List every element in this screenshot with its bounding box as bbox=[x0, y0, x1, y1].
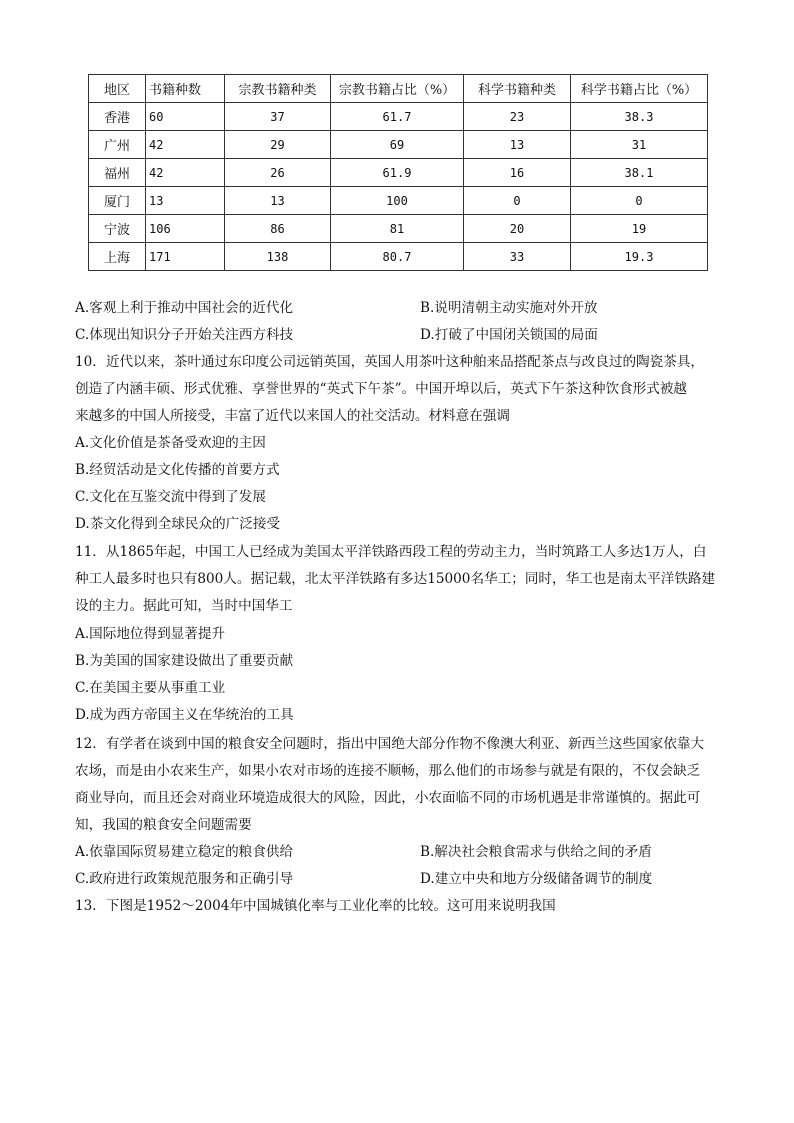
cell-religious-count: 26 bbox=[225, 159, 331, 187]
cell-religious-ratio: 80.7 bbox=[331, 243, 464, 271]
q12-option-b[interactable]: B.解决社会粮食需求与供给之间的矛盾 bbox=[420, 844, 652, 860]
cell-science-ratio: 38.1 bbox=[571, 159, 708, 187]
table-row bbox=[89, 131, 708, 159]
cell-science-ratio: 19 bbox=[571, 215, 708, 243]
cell-science-count: 23 bbox=[464, 103, 571, 131]
cell-science-ratio: 31 bbox=[571, 131, 708, 159]
table-row bbox=[89, 243, 708, 271]
q11-stem-line: 11．从1865年起，中国工人已经成为美国太平洋铁路西段工程的劳动主力，当时筑路工人多达1万人，白 bbox=[75, 544, 707, 560]
header-science-ratio: 科学书籍占比（%） bbox=[571, 75, 708, 103]
cell-book-count: 13 bbox=[146, 187, 225, 215]
cell-science-count: 20 bbox=[464, 215, 571, 243]
cell-region: 香港 bbox=[89, 103, 146, 131]
cell-science-count: 33 bbox=[464, 243, 571, 271]
cell-book-count: 106 bbox=[146, 215, 225, 243]
q12-stem-line: 知，我国的粮食安全问题需要 bbox=[75, 817, 252, 833]
cell-religious-ratio: 61.9 bbox=[331, 159, 464, 187]
cell-book-count: 171 bbox=[146, 243, 225, 271]
cell-science-count: 0 bbox=[464, 187, 571, 215]
q10-option-c[interactable]: C.文化在互鉴交流中得到了发展 bbox=[75, 489, 266, 505]
table-row bbox=[89, 215, 708, 243]
q10-option-d[interactable]: D.茶文化得到全球民众的广泛接受 bbox=[75, 516, 281, 532]
table-row bbox=[89, 187, 708, 215]
book-statistics-table bbox=[88, 74, 708, 271]
q12-stem-line: 商业导向，而且还会对商业环境造成很大的风险，因此，小农面临不同的市场机遇是非常谨慎的。据此可 bbox=[75, 790, 701, 806]
cell-region: 宁波 bbox=[89, 215, 146, 243]
q12-stem-line: 农场，而是由小农来生产，如果小农对市场的连接不顺畅，那么他们的市场参与就是有限的，不仅会缺乏 bbox=[75, 763, 701, 779]
header-book-count: 书籍种数 bbox=[146, 75, 225, 103]
q12-stem-line: 12．有学者在谈到中国的粮食安全问题时，指出中国绝大部分作物不像澳大利亚、新西兰这些国家依靠大 bbox=[75, 736, 705, 752]
cell-science-ratio: 0 bbox=[571, 187, 708, 215]
q10-option-b[interactable]: B.经贸活动是文化传播的首要方式 bbox=[75, 462, 280, 478]
q9-option-a[interactable]: A.客观上利于推动中国社会的近代化 bbox=[75, 300, 294, 316]
table-row bbox=[89, 103, 708, 131]
cell-religious-count: 86 bbox=[225, 215, 331, 243]
q10-option-a[interactable]: A.文化价值是茶备受欢迎的主因 bbox=[75, 435, 266, 451]
header-religious-count: 宗教书籍种类 bbox=[225, 75, 331, 103]
q12-option-a[interactable]: A.依靠国际贸易建立稳定的粮食供给 bbox=[75, 844, 294, 860]
q11-option-a[interactable]: A.国际地位得到显著提升 bbox=[75, 626, 226, 642]
cell-science-count: 16 bbox=[464, 159, 571, 187]
q10-stem-line: 10．近代以来，茶叶通过东印度公司远销英国，英国人用茶叶这种舶来品搭配茶点与改良过的陶瓷茶具， bbox=[75, 354, 705, 370]
cell-region: 广州 bbox=[89, 131, 146, 159]
cell-religious-count: 138 bbox=[225, 243, 331, 271]
q11-option-c[interactable]: C.在美国主要从事重工业 bbox=[75, 680, 226, 696]
q11-stem-line: 种工人最多时也只有800人。据记载，北太平洋铁路有多达15000名华工；同时，华工也是南太平洋铁路建 bbox=[75, 571, 716, 587]
cell-book-count: 42 bbox=[146, 131, 225, 159]
cell-region: 福州 bbox=[89, 159, 146, 187]
cell-region: 厦门 bbox=[89, 187, 146, 215]
q11-option-d[interactable]: D.成为西方帝国主义在华统治的工具 bbox=[75, 707, 294, 723]
q12-option-d[interactable]: D.建立中央和地方分级储备调节的制度 bbox=[420, 871, 653, 887]
cell-religious-ratio: 69 bbox=[331, 131, 464, 159]
cell-religious-count: 37 bbox=[225, 103, 331, 131]
cell-science-count: 13 bbox=[464, 131, 571, 159]
q10-stem-line: 来越多的中国人所接受，丰富了近代以来国人的社交活动。材料意在强调 bbox=[75, 408, 510, 424]
table-header-row bbox=[89, 75, 708, 103]
header-religious-ratio: 宗教书籍占比（%） bbox=[331, 75, 464, 103]
cell-book-count: 60 bbox=[146, 103, 225, 131]
cell-science-ratio: 19.3 bbox=[571, 243, 708, 271]
q13-stem-line: 13．下图是1952～2004年中国城镇化率与工业化率的比较。这可用来说明我国 bbox=[75, 898, 556, 914]
q9-option-c[interactable]: C.体现出知识分子开始关注西方科技 bbox=[75, 327, 294, 343]
cell-region: 上海 bbox=[89, 243, 146, 271]
cell-science-ratio: 38.3 bbox=[571, 103, 708, 131]
q12-option-c[interactable]: C.政府进行政策规范服务和正确引导 bbox=[75, 871, 294, 887]
header-region: 地区 bbox=[89, 75, 146, 103]
cell-religious-ratio: 100 bbox=[331, 187, 464, 215]
header-science-count: 科学书籍种类 bbox=[464, 75, 571, 103]
q10-stem-line: 创造了内涵丰硕、形式优雅、享誉世界的“英式下午茶”。中国开埠以后，英式下午茶这种饮食形式被越 bbox=[75, 381, 688, 397]
cell-religious-count: 13 bbox=[225, 187, 331, 215]
q11-stem-line: 设的主力。据此可知，当时中国华工 bbox=[75, 598, 293, 614]
cell-religious-ratio: 61.7 bbox=[331, 103, 464, 131]
cell-religious-ratio: 81 bbox=[331, 215, 464, 243]
q9-option-d[interactable]: D.打破了中国闭关锁国的局面 bbox=[420, 327, 598, 343]
cell-religious-count: 29 bbox=[225, 131, 331, 159]
table-row bbox=[89, 159, 708, 187]
q11-option-b[interactable]: B.为美国的国家建设做出了重要贡献 bbox=[75, 653, 294, 669]
q9-option-b[interactable]: B.说明清朝主动实施对外开放 bbox=[420, 300, 598, 316]
cell-book-count: 42 bbox=[146, 159, 225, 187]
